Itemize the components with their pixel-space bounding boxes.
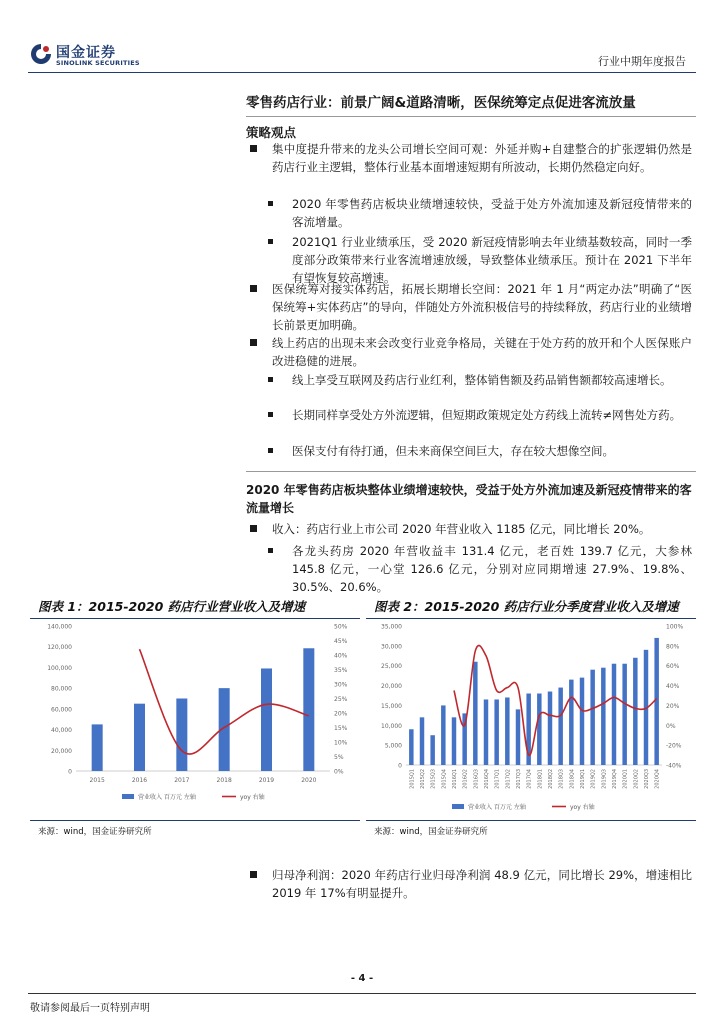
- footer-disclaimer: 敬请参阅最后一页特别声明: [30, 1003, 150, 1014]
- y-right-tick-label: 20%: [334, 710, 348, 718]
- y-right-tick-label: 40%: [666, 683, 680, 691]
- legend-bar-label: 营业收入 百万元 左轴: [138, 794, 196, 801]
- bar: [558, 688, 562, 765]
- y-left-tick-label: 120,000: [47, 644, 72, 652]
- bullet-item: 集中度提升带来的龙头公司增长空间可观：外延并购+自建整合的扩张逻辑仍然是药店行业主逻辑，整体行业基本面增速短期有所波动，长期仍然稳定向好。: [252, 140, 692, 176]
- title-divider: [246, 116, 696, 117]
- small-square-bullet-icon: [268, 201, 273, 206]
- y-left-tick-label: 40,000: [51, 727, 72, 735]
- y-left-tick-label: 100,000: [47, 664, 72, 672]
- x-tick-label: 2018Q3: [558, 769, 565, 789]
- bar: [92, 724, 103, 771]
- x-tick-label: 2015Q3: [430, 769, 437, 789]
- x-tick-label: 2018: [216, 777, 232, 784]
- x-tick-label: 2017Q4: [526, 769, 533, 789]
- y-right-tick-label: -20%: [666, 742, 682, 750]
- legend-line-label: yoy 右轴: [240, 794, 265, 801]
- figure-2-bottom-rule: [366, 820, 696, 821]
- x-tick-label: 2019Q3: [601, 769, 608, 789]
- figure-2-title: 图表 2：2015-2020 药店行业分季度营业收入及增速: [374, 599, 679, 614]
- x-tick-label: 2018Q1: [537, 769, 544, 789]
- square-bullet-icon: [250, 871, 257, 878]
- small-square-bullet-icon: [268, 412, 273, 417]
- y-left-tick-label: 35,000: [381, 623, 402, 631]
- y-left-tick-label: 140,000: [47, 623, 72, 631]
- x-tick-label: 2017Q2: [505, 769, 512, 789]
- x-tick-label: 2017Q1: [494, 769, 501, 789]
- y-left-tick-label: 0: [68, 768, 72, 776]
- legend-bar-swatch: [122, 794, 134, 799]
- y-right-tick-label: 25%: [334, 696, 348, 703]
- y-right-tick-label: 5%: [334, 754, 344, 761]
- bar: [441, 705, 445, 765]
- bar: [505, 697, 509, 765]
- figure-2-top-rule: [366, 618, 696, 619]
- y-right-tick-label: 35%: [334, 667, 348, 674]
- report-type: 行业中期年度报告: [598, 55, 686, 68]
- x-tick-label: 2019Q1: [580, 769, 586, 789]
- sub-bullet-item: 线上享受互联网及药店行业红利，整体销售额及药品销售额都较高速增长。: [268, 371, 692, 389]
- small-square-bullet-icon: [268, 448, 273, 453]
- bar: [601, 668, 605, 765]
- figure-1-bottom-rule: [30, 820, 360, 821]
- y-left-tick-label: 20,000: [51, 747, 72, 755]
- x-tick-label: 2020Q3: [644, 769, 650, 789]
- x-tick-label: 2015Q2: [420, 769, 426, 789]
- x-tick-label: 2019: [258, 777, 275, 784]
- y-left-tick-label: 5,000: [384, 742, 402, 750]
- bar: [420, 717, 424, 765]
- square-bullet-icon: [250, 145, 257, 152]
- y-left-tick-label: 30,000: [381, 643, 402, 651]
- figure-1-title: 图表 1：2015-2020 药店行业营业收入及增速: [38, 599, 306, 614]
- legend-line-label: yoy 右轴: [570, 804, 595, 811]
- x-tick-label: 2016Q4: [484, 769, 490, 789]
- bar: [516, 709, 520, 765]
- sinolink-logo-icon: [30, 43, 52, 65]
- bar: [261, 668, 272, 771]
- y-left-tick-label: 15,000: [381, 702, 402, 710]
- y-right-tick-label: -40%: [666, 762, 682, 770]
- x-tick-label: 2020Q1: [622, 769, 629, 789]
- x-tick-label: 2020Q4: [654, 769, 661, 789]
- x-tick-label: 2016: [131, 777, 148, 784]
- sub-bullet-item: 医保支付有待打通，但未来商保空间巨大，存在较大想像空间。: [268, 442, 692, 460]
- y-right-tick-label: 0%: [666, 722, 676, 730]
- logo-text-cn: 国金证券: [56, 45, 116, 61]
- bar: [452, 717, 456, 765]
- y-left-tick-label: 20,000: [381, 683, 402, 691]
- legend-bar-swatch: [452, 804, 464, 809]
- bar: [484, 699, 488, 765]
- small-square-bullet-icon: [268, 239, 273, 244]
- sub-bullet-item: 长期同样享受处方外流逻辑，但短期政策规定处方药线上流转≠网售处方药。: [268, 406, 692, 424]
- square-bullet-icon: [250, 525, 257, 532]
- y-left-tick-label: 0: [398, 762, 402, 770]
- bar: [622, 664, 626, 765]
- y-right-tick-label: 60%: [666, 663, 680, 671]
- bullet-item: 医保统筹对接实体药店，拓展长期增长空间：2021 年 1 月“两定办法”明确了“医保统筹+实体药店”的导向，伴随处方外流积极信号的持续释放，药店行业的业绩增长前景更加明确。: [252, 280, 692, 334]
- footer-divider: [28, 993, 696, 994]
- bar: [612, 664, 616, 765]
- small-square-bullet-icon: [268, 548, 273, 553]
- small-square-bullet-icon: [268, 377, 273, 382]
- bullet-item: 收入：药店行业上市公司 2020 年营业收入 1185 亿元，同比增长 20%。: [252, 520, 692, 538]
- y-right-tick-label: 45%: [334, 638, 348, 645]
- bar: [409, 729, 413, 765]
- legend-bar-label: 营业收入 百万元 左轴: [468, 804, 526, 811]
- square-bullet-icon: [250, 339, 257, 346]
- bar: [590, 670, 594, 765]
- figure-1-chart: [30, 620, 360, 820]
- bar: [494, 699, 498, 765]
- y-right-tick-label: 15%: [334, 725, 348, 732]
- x-tick-label: 2019Q2: [590, 769, 597, 789]
- sub-bullet-item: 2020 年零售药店板块业绩增速较快，受益于处方外流加速及新冠疫情带来的客流增量。: [268, 195, 692, 231]
- x-tick-label: 2018Q2: [548, 769, 554, 789]
- x-tick-label: 2020: [301, 777, 317, 784]
- y-right-tick-label: 40%: [334, 652, 348, 660]
- x-tick-label: 2016Q3: [473, 769, 480, 789]
- square-bullet-icon: [250, 285, 257, 292]
- bar: [548, 692, 552, 765]
- page-title: 零售药店行业：前景广阔&道路清晰，医保统筹定点促进客流放量: [246, 95, 636, 111]
- bullet-item: 线上药店的出现未来会改变行业竞争格局，关键在于处方药的放开和个人医保账户改进稳健的进展。: [252, 334, 692, 370]
- figure-2-source: 来源：wind，国金证券研究所: [374, 827, 488, 837]
- y-left-tick-label: 25,000: [381, 663, 402, 671]
- x-tick-label: 2019Q4: [612, 769, 618, 789]
- header-divider: [28, 72, 696, 73]
- y-left-tick-label: 10,000: [381, 722, 402, 730]
- y-right-tick-label: 30%: [334, 681, 348, 689]
- sub-bullet-item: 2021Q1 行业业绩承压，受 2020 新冠疫情影响去年业绩基数较高，同时一季度部分政策带来行业客流增速放缓，导致整体业绩承压。预计在 2021 下半年有望恢复较高增速。: [268, 233, 692, 287]
- strategy-heading: 策略观点: [246, 125, 297, 140]
- bar: [569, 680, 573, 765]
- bar: [633, 658, 637, 765]
- x-tick-label: 2020Q2: [633, 769, 640, 789]
- bar: [134, 704, 145, 771]
- bullet-item: 归母净利润：2020 年药店行业归母净利润 48.9 亿元，同比增长 29%，增速相比 2019 年 17%有明显提升。: [252, 866, 692, 902]
- y-right-tick-label: 100%: [666, 623, 684, 631]
- bar: [430, 735, 434, 765]
- y-right-tick-label: 0%: [334, 768, 344, 776]
- bar: [176, 699, 187, 772]
- y-right-tick-label: 10%: [334, 739, 348, 747]
- figure-2-chart: [366, 620, 696, 820]
- y-right-tick-label: 50%: [334, 623, 348, 631]
- x-tick-label: 2017: [174, 777, 190, 784]
- figure-1-top-rule: [30, 618, 360, 619]
- bar: [473, 662, 477, 765]
- x-tick-label: 2017Q3: [516, 769, 522, 789]
- bar: [303, 648, 314, 771]
- bar: [580, 678, 584, 765]
- bar: [537, 694, 541, 765]
- page-number: - 4 -: [350, 973, 374, 984]
- section-divider: [246, 471, 696, 472]
- figure-1-source: 来源：wind，国金证券研究所: [38, 827, 152, 837]
- y-right-tick-label: 20%: [666, 702, 680, 710]
- y-left-tick-label: 80,000: [51, 685, 72, 693]
- x-tick-label: 2016Q1: [452, 769, 458, 789]
- y-left-tick-label: 60,000: [51, 706, 72, 714]
- y-right-tick-label: 80%: [666, 643, 680, 651]
- bar: [654, 638, 658, 765]
- x-tick-label: 2015: [89, 777, 105, 784]
- sub-bullet-item: 各龙头药房 2020 年营收益丰 131.4 亿元，老百姓 139.7 亿元，大参林 145.8 亿元，一心堂 126.6 亿元，分别对应同期增速 27.9%、19.8%、30.5%、20.6%。: [268, 542, 692, 596]
- x-tick-label: 2015Q4: [441, 769, 448, 789]
- x-tick-label: 2016Q2: [462, 769, 469, 789]
- x-tick-label: 2018Q4: [569, 769, 576, 789]
- section-title: 2020 年零售药店板块整体业绩增速较快，受益于处方外流加速及新冠疫情带来的客流量增长: [246, 483, 692, 515]
- logo-text-en: SINOLINK SECURITIES: [56, 59, 140, 67]
- x-tick-label: 2015Q1: [409, 769, 416, 789]
